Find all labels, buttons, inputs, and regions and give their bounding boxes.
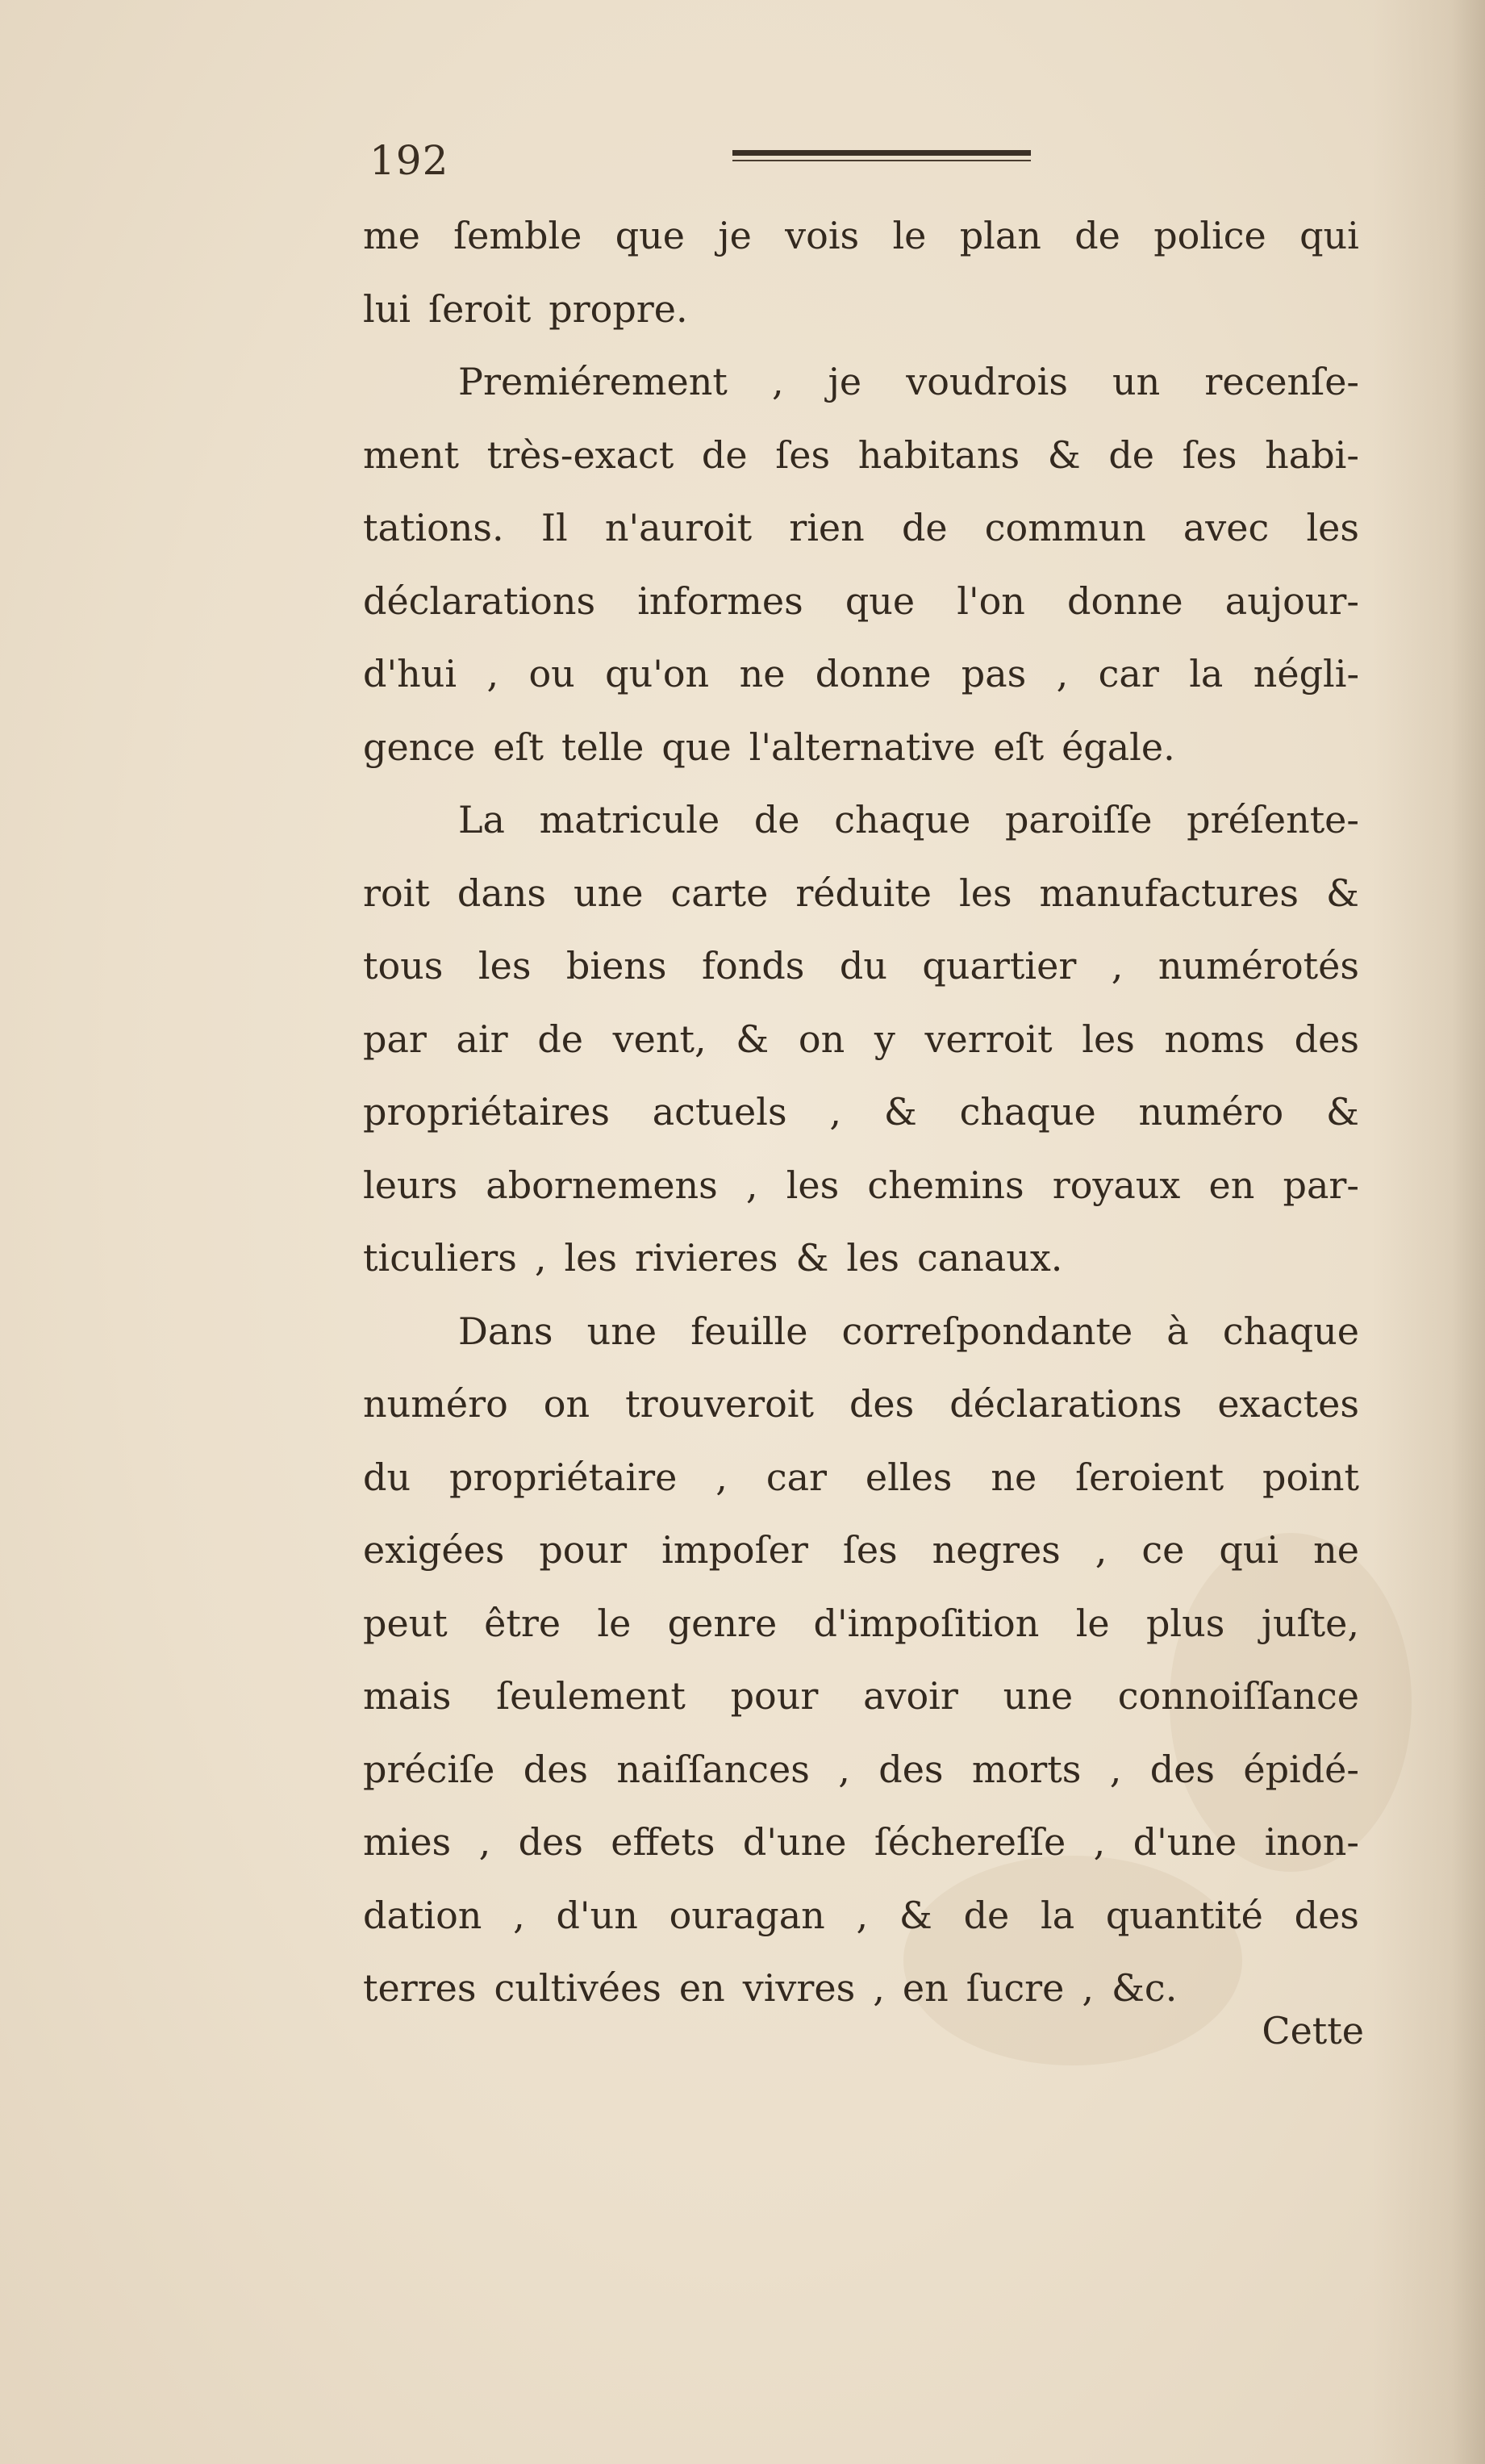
text-line: exigées pour impoſer ſes negres , ce qui ne: [363, 1528, 1359, 1572]
text-line: gence eſt telle que l'alternative eſt égale.: [363, 725, 1175, 769]
text-line: terres cultivées en vivres , en ſucre , &c.: [363, 1966, 1178, 2010]
text-line: mies , des effets d'une ſéchereſſe , d'une inon-: [363, 1820, 1359, 1864]
text-line: La matricule de chaque paroiſſe préſente-: [458, 798, 1359, 842]
text-line: mais ſeulement pour avoir une connoiſſance: [363, 1674, 1359, 1718]
text-line: dation , d'un ouragan , & de la quantité des: [363, 1893, 1359, 1937]
catchword: Cette: [1262, 2009, 1364, 2053]
page-edge-shadow: [1372, 0, 1485, 2464]
text-line: propriétaires actuels , & chaque numéro &: [363, 1090, 1359, 1134]
page-header: [369, 137, 1370, 186]
header-rule-thin: [732, 160, 1031, 161]
text-line: préciſe des naiſſances , des morts , des épidé-: [363, 1747, 1359, 1791]
page-number: 192: [369, 137, 449, 184]
text-line: peut être le genre d'impoſition le plus juſte,: [363, 1601, 1359, 1645]
text-line: du propriétaire , car elles ne ſeroient point: [363, 1455, 1359, 1499]
text-line: tous les biens fonds du quartier , numérotés: [363, 944, 1359, 988]
text-line: lui ſeroit propre.: [363, 286, 688, 331]
text-line: numéro on trouveroit des déclarations exactes: [363, 1382, 1359, 1426]
text-line: Dans une feuille correſpondante à chaque: [458, 1309, 1359, 1353]
body-text: [363, 214, 1359, 2040]
header-rule: [732, 150, 1031, 168]
text-line: Premiérement , je voudrois un recenſe-: [458, 360, 1359, 403]
text-line: par air de vent, & on y verroit les noms des: [363, 1017, 1359, 1061]
text-line: ticuliers , les rivieres & les canaux.: [363, 1236, 1063, 1280]
text-line: d'hui , ou qu'on ne donne pas , car la négli-: [363, 652, 1359, 695]
text-line: tations. Il n'auroit rien de commun avec les: [363, 506, 1359, 549]
text-line: ment très-exact de ſes habitans & de ſes habi-: [363, 432, 1359, 477]
text-line: roit dans une carte réduite les manufactures &: [363, 871, 1359, 915]
text-line: leurs abornemens , les chemins royaux en par-: [363, 1163, 1359, 1207]
text-line: me ſemble que je vois le plan de police qui: [363, 214, 1359, 257]
text-line: déclarations informes que l'on donne aujour-: [363, 578, 1359, 623]
header-rule-thick: [732, 150, 1031, 156]
